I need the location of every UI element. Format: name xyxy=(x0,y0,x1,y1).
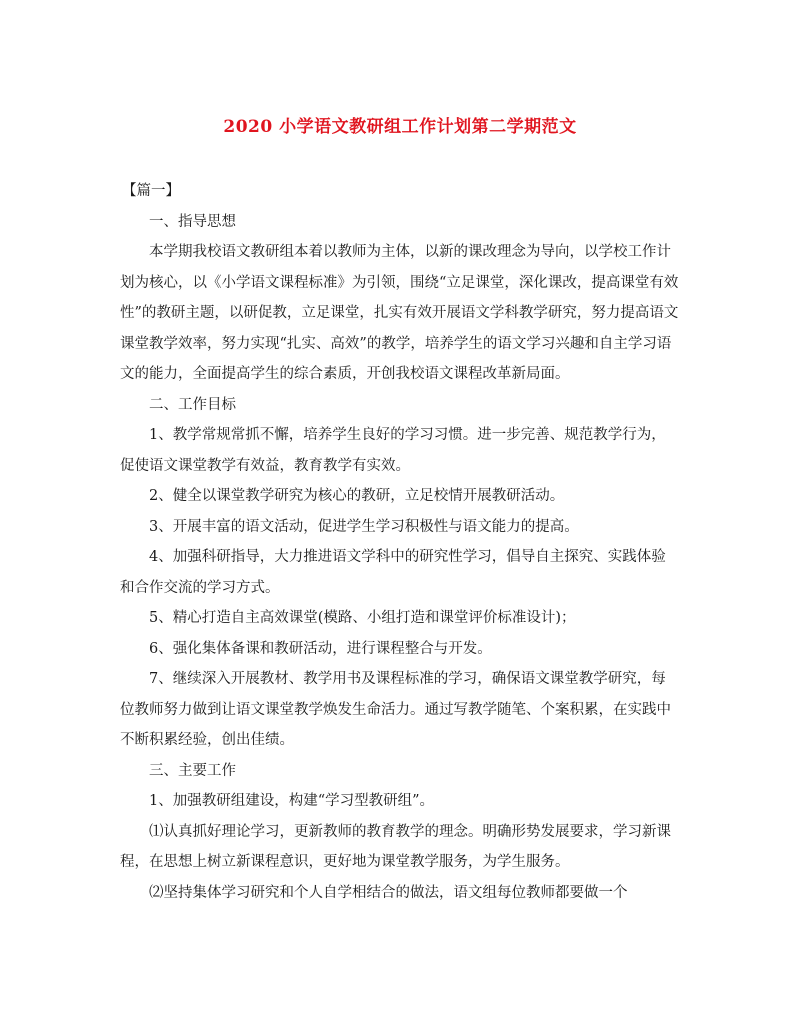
heading-work-goals: 二、工作目标 xyxy=(149,396,236,413)
work-subitem-1: ⑴认真抓好理论学习，更新教师的教育教学的理念。明确形势发展要求，学习新课程，在思想上树立新课程意识，更好地为课堂教学服务，为学生服务。 xyxy=(120,823,671,870)
goal-item-5: 5、精心打造自主高效课堂(模路、小组打造和课堂评价标准设计)； xyxy=(149,610,576,626)
goal-item-6: 6、强化集体备课和教研活动，进行课程整合与开发。 xyxy=(149,640,492,657)
goal-item-2: 2、健全以课堂教学研究为核心的教研，立足校情开展教研活动。 xyxy=(149,488,565,504)
work-subitem-2: ⑵坚持集体学习研究和个人自学相结合的做法，语文组每位教师都要做一个 xyxy=(149,884,628,901)
document-body xyxy=(120,176,680,908)
goal-item-4: 4、加强科研指导，大力推进语文学科中的研究性学习，倡导自主探究、实践体验和合作交流的学习方式。 xyxy=(120,549,666,596)
document-title: 2020 小学语文教研组工作计划第二学期范文 xyxy=(223,117,577,137)
goal-item-7: 7、继续深入开展教材、教学用书及课程标准的学习，确保语文课堂教学研究，每位教师努力做到让语文课堂教学焕发生命活力。通过写教学随笔、个案积累，在实践中不断积累经验，创出佳绩。 xyxy=(120,671,671,748)
goal-item-1: 1、教学常规常抓不懈，培养学生良好的学习习惯。进一步完善、规范教学行为，促使语文课堂教学有效益，教育教学有实效。 xyxy=(120,427,666,474)
section-label: 【篇一】 xyxy=(122,183,180,199)
heading-main-work: 三、主要工作 xyxy=(149,762,236,779)
work-item-1: 1、加强教研组建设，构建“学习型教研组”。 xyxy=(149,793,435,809)
heading-guiding-ideology: 一、指导思想 xyxy=(149,213,236,230)
paragraph-intro: 本学期我校语文教研组本着以教师为主体，以新的课改理念为导向，以学校工作计划为核心，以《小学语文课程标准》为引领，围绕“立足课堂，深化课改，提高课堂有效性”的教研主题，以研促教，立足课堂，扎实有效开展语文学科教学研究，努力提高语文课堂教学效率，努力实现“扎实、高效”的教学，培养学生的语文学习兴趣和自主学习语文的能力，全面提高学生的综合素质，开创我校语文课程改革新局面。 xyxy=(120,244,679,382)
goal-item-3: 3、开展丰富的语文活动，促进学生学习积极性与语文能力的提高。 xyxy=(149,518,579,535)
